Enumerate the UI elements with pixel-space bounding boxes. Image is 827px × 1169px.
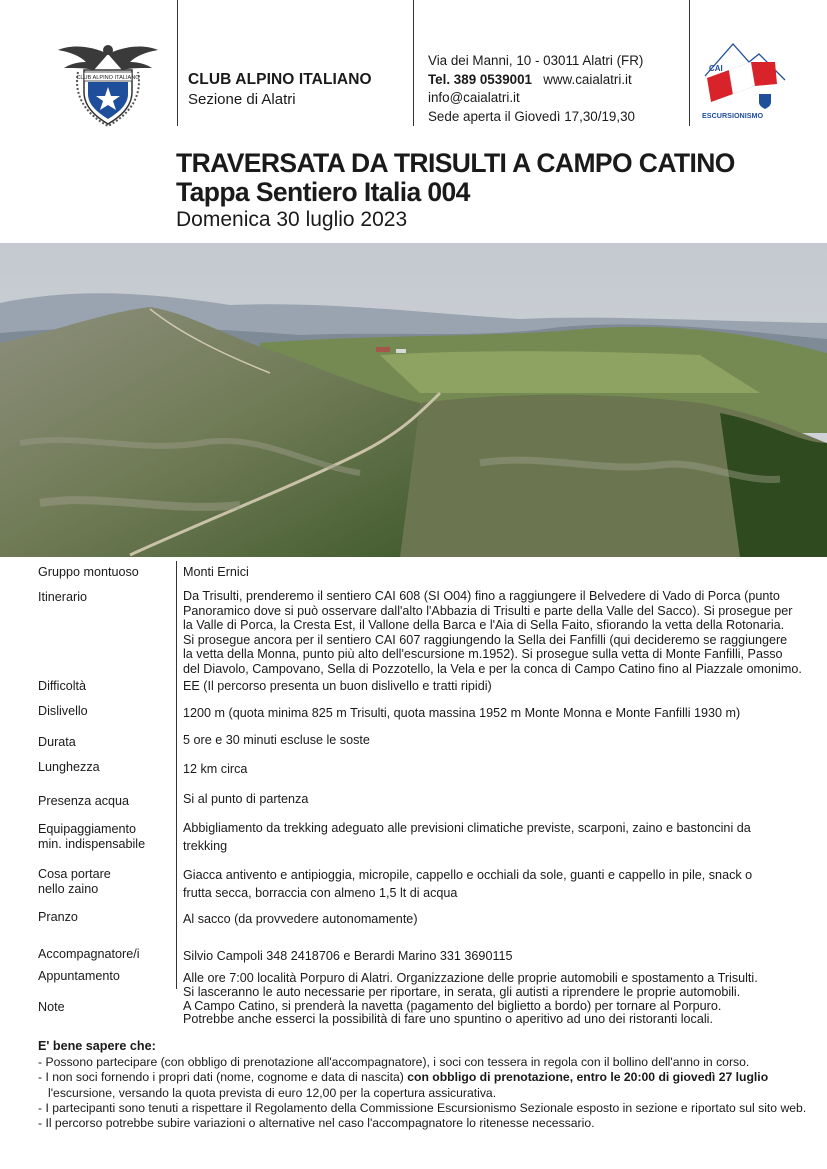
label-equip-line: Equipaggiamento bbox=[38, 822, 137, 836]
cai-eagle-logo bbox=[56, 40, 160, 126]
header-divider-1 bbox=[177, 0, 178, 126]
zaino-line: frutta secca, borraccia con almeno 1,5 lt di acqua bbox=[183, 886, 458, 900]
event-date: Domenica 30 luglio 2023 bbox=[176, 208, 408, 231]
svg-text:CAI: CAI bbox=[709, 64, 723, 73]
cai-logo-banner bbox=[76, 72, 140, 81]
label-accompagnatori: Accompagnatore/i bbox=[38, 947, 140, 961]
label-zaino-line: Cosa portare bbox=[38, 867, 111, 881]
header-divider-3 bbox=[689, 0, 690, 126]
value-equipaggiamento bbox=[183, 819, 751, 855]
value-zaino bbox=[183, 866, 752, 902]
equip-line: Abbigliamento da trekking adeguato alle previsioni climatiche previste, scarponi, zaino e bastoncini da bbox=[183, 821, 751, 835]
website: www.caialatri.it bbox=[543, 71, 632, 87]
bullet-item-continuation: l'escursione, versando la quota prevista di euro 12,00 per la copertura assicurativa. bbox=[48, 1085, 497, 1100]
label-note: Note bbox=[38, 1000, 65, 1014]
bullet-bold-text: con obbligo di prenotazione, entro le 20:00 di giovedì 27 luglio bbox=[407, 1070, 769, 1085]
label-appuntamento: Appuntamento bbox=[38, 969, 120, 983]
org-section: Sezione di Alatri bbox=[188, 91, 296, 108]
note-line: Si lasceranno le auto necessarie per riportare, in serata, gli autisti a riprendere le proprie automobili. bbox=[183, 984, 741, 999]
note-line: A Campo Catino, si prenderà la navetta (pagamento del biglietto a bordo) per tornare al Porpuro. bbox=[183, 998, 722, 1013]
label-gruppo: Gruppo montuoso bbox=[38, 565, 139, 579]
label-zaino-line: nello zaino bbox=[38, 882, 99, 896]
value-lunghezza: 12 km circa bbox=[183, 762, 248, 776]
label-equipaggiamento bbox=[38, 822, 145, 852]
label-durata: Durata bbox=[38, 735, 76, 749]
value-pranzo: Al sacco (da provvedere autonomamente) bbox=[183, 912, 418, 926]
cai-escursionismo-logo bbox=[703, 40, 787, 124]
value-dislivello: 1200 m (quota minima 825 m Trisulti, quota massina 1952 m Monte Monna e Monte Fanfilli 1930 m) bbox=[183, 706, 741, 720]
label-equip-line: min. indispensabile bbox=[38, 837, 146, 851]
bene-sapere-list bbox=[38, 1055, 806, 1131]
value-itinerario bbox=[183, 589, 802, 677]
bullet-item: - I partecipanti sono tenuti a rispettare il Regolamento della Commissione Escursionismo Sezionale esposto in sezione e riportato sul sito web. bbox=[38, 1100, 807, 1115]
label-zaino bbox=[38, 867, 111, 897]
svg-text:ESCURSIONISMO: ESCURSIONISMO bbox=[702, 111, 764, 120]
label-acqua: Presenza acqua bbox=[38, 794, 130, 808]
value-acqua: Si al punto di partenza bbox=[183, 792, 309, 806]
label-lunghezza: Lunghezza bbox=[38, 760, 100, 774]
mountain-landscape-photo bbox=[0, 243, 827, 557]
zaino-line: Giacca antivento e antipioggia, micropile, cappello e occhiali da sole, guanti e cappello in pile, snack o bbox=[183, 868, 753, 882]
address: Via dei Manni, 10 - 03011 Alatri (FR) bbox=[428, 53, 644, 68]
phone: Tel. 389 0539001 bbox=[428, 71, 532, 87]
note-line: Alle ore 7:00 località Porpuro di Alatri. Organizzazione delle proprie automobili e spostamento a Trisulti. bbox=[183, 971, 758, 985]
page-subtitle: Tappa Sentiero Italia 004 bbox=[176, 177, 470, 207]
bullet-item: - Possono partecipare (con obbligo di prenotazione all'accompagnatore), i soci con tessera in regola con il bollino dell'anno in corso. bbox=[38, 1055, 750, 1069]
itinerario-line: Si prosegue ancora per il sentiero CAI 607 raggiungendo la Sella dei Fanfilli (qui decideremo se raggiungere bbox=[183, 632, 788, 647]
itinerario-line: Panoramico dove si può osservare dall'alto l'Abbazia di Trisulti e parte della Valle del Sacco). Si prosegue per bbox=[183, 603, 793, 618]
table-divider bbox=[176, 561, 177, 989]
svg-text:CLUB ALPINO ITALIANO: CLUB ALPINO ITALIANO bbox=[76, 75, 140, 81]
bene-sapere-title: E' bene sapere che: bbox=[38, 1039, 156, 1053]
value-note bbox=[183, 972, 758, 1027]
itinerario-line: del Diavolo, Campovano, Sella di Pozzotello, la Vela e per la conca di Campo Catino fino al Piazzale omonimo. bbox=[183, 661, 802, 676]
value-gruppo: Monti Ernici bbox=[183, 565, 249, 579]
bullet-item bbox=[38, 1070, 806, 1085]
opening-hours: Sede aperta il Giovedì 17,30/19,30 bbox=[428, 108, 635, 124]
phone-web-line bbox=[428, 71, 643, 90]
note-line: Potrebbe anche esserci la possibilità di fare uno spuntino o aperitivo ad uno dei ristoranti locali. bbox=[183, 1012, 713, 1027]
org-name: CLUB ALPINO ITALIANO bbox=[188, 71, 372, 88]
bullet-text: - I non soci fornendo i propri dati (nome, cognome e data di nascita) bbox=[38, 1070, 408, 1085]
contact-block bbox=[428, 52, 643, 126]
label-pranzo: Pranzo bbox=[38, 910, 78, 924]
header-divider-2 bbox=[413, 0, 414, 126]
label-itinerario: Itinerario bbox=[38, 590, 87, 604]
value-difficolta: EE (Il percorso presenta un buon dislivello e tratti ripidi) bbox=[183, 679, 492, 693]
itinerario-line: la Valle di Porca, la Cresta Est, il Vallone della Barca e l'Aia di Sella Faito, sfiorando la vetta della Rotonaria. bbox=[183, 618, 785, 633]
value-durata: 5 ore e 30 minuti escluse le soste bbox=[183, 733, 370, 747]
itinerario-line: la vetta della Monna, punto più alto dell'escursione m.1952). Si prosegue sulla vetta di Monte Fanfilli, Passo bbox=[183, 647, 783, 662]
value-accompagnatori: Silvio Campoli 348 2418706 e Berardi Marino 331 3690115 bbox=[183, 949, 513, 963]
equip-line: trekking bbox=[183, 839, 228, 853]
email: info@caialatri.it bbox=[428, 90, 520, 105]
label-dislivello: Dislivello bbox=[38, 704, 88, 718]
label-difficolta: Difficoltà bbox=[38, 679, 87, 693]
itinerario-line: Da Trisulti, prenderemo il sentiero CAI 608 (SI O04) fino a raggiungere il Belvedere di Vado di Porca (punto bbox=[183, 589, 780, 603]
bullet-item: - Il percorso potrebbe subire variazioni o alternative nel caso l'accompagnatore lo ritenesse necessario. bbox=[38, 1116, 595, 1131]
page-title: TRAVERSATA DA TRISULTI A CAMPO CATINO bbox=[176, 148, 735, 178]
